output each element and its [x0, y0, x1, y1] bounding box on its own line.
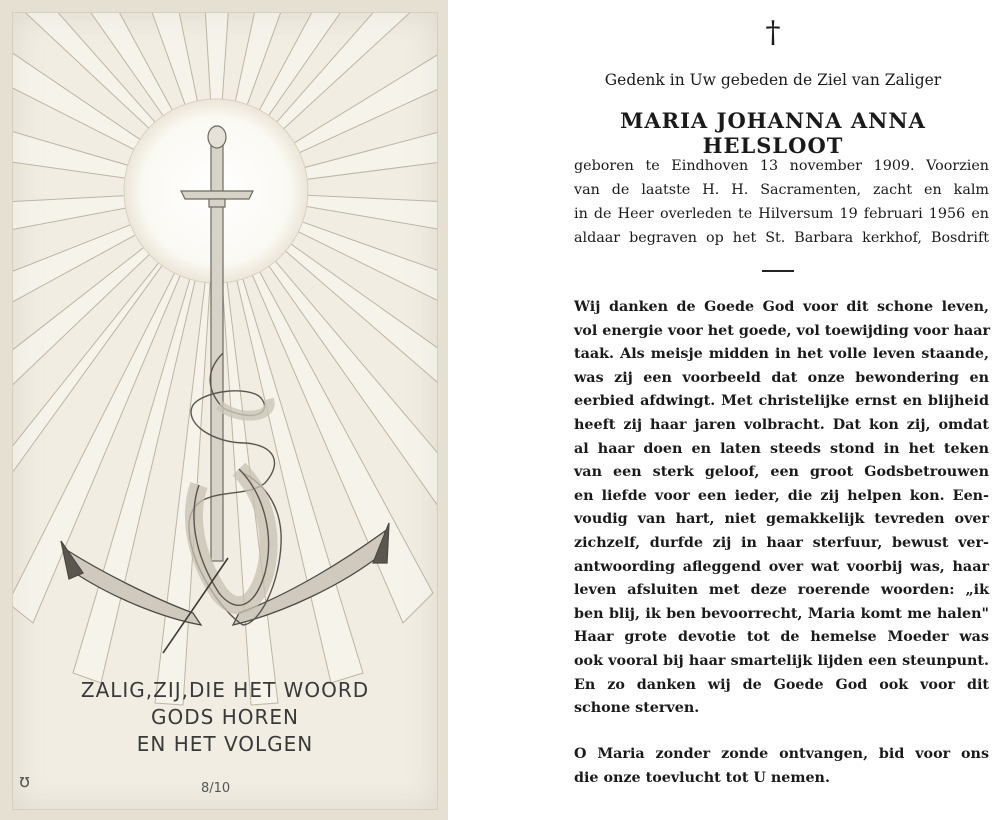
prayer-line: die onze toevlucht tot U nemen. [574, 769, 830, 786]
tribute-line: Haar grote devotie tot de hemelse Moeder was [574, 629, 989, 646]
closing-prayer [574, 743, 989, 790]
prayer-card-text [548, 0, 998, 820]
tribute-line: ben blij, ik ben bevoorrecht, Maria komt me halen" [574, 605, 989, 622]
card-illustration-panel [12, 12, 438, 810]
tribute-paragraph [574, 296, 989, 721]
artist-monogram: ʊ [19, 771, 31, 792]
invocation-heading: Gedenk in Uw gebeden de Ziel van Zaliger [604, 71, 942, 89]
deceased-name: MARIA JOHANNA ANNA HELSLOOT [620, 108, 926, 158]
card-number: 8/10 [201, 781, 231, 796]
tribute-line: ook vooral bij haar smartelijk lijden een steunpunt. [574, 652, 989, 669]
tribute-line: al haar doen en laten steeds stond in het teken [574, 440, 989, 457]
bio-line: geboren te Eindhoven 13 november 1909. Voorzien [574, 158, 989, 174]
tribute-line: schone sterven. [574, 700, 700, 717]
tribute-line: was zij een voorbeeld dat onze bewondering en [574, 369, 989, 386]
tribute-line: zichzelf, durfde zij in haar sterfuur, bewust ver- [574, 534, 989, 551]
motto-line-2: GODS HOREN [151, 705, 299, 729]
tribute-line: en liefde voor een ieder, die zij helpen kon. Een- [574, 487, 989, 504]
tribute-line: voudig van hart, niet gemakkelijk tevreden over [574, 511, 989, 528]
section-divider [762, 270, 794, 272]
tribute-line: leven afsluiten met deze roerende woorden: „ik [574, 582, 989, 599]
bio-line: in de Heer overleden te Hilversum 19 februari 1956 en [574, 206, 989, 222]
tribute-line: Wij danken de Goede God voor dit schone leven, [574, 299, 989, 315]
cross-icon: † [765, 15, 781, 50]
bio-line: aldaar begraven op het St. Barbara kerkhof, Bosdrift [574, 230, 989, 246]
prayer-line: O Maria zonder zonde ontvangen, bid voor ons [574, 746, 989, 762]
prayer-card-front [0, 0, 448, 820]
tribute-line: antwoording afleggend over wat voorbij was, haar [574, 558, 989, 575]
tribute-line: taak. Als meisje midden in het volle leven staande, [574, 346, 989, 363]
tribute-line: heeft zij haar jaren volbracht. Dat kon zij, omdat [574, 416, 989, 433]
tribute-line: eerbied afdwingt. Met christelijke ernst en blijheid [574, 393, 989, 410]
tribute-line: vol energie voor het goede, vol toewijding voor haar [574, 322, 991, 339]
motto-line-1: ZALIG,ZIJ,DIE HET WOORD [80, 678, 370, 702]
biography-paragraph [574, 154, 989, 250]
bio-line: van de laatste H. H. Sacramenten, zacht en kalm [574, 182, 989, 198]
tribute-line: van een sterk geloof, een groot Godsbetrouwen [574, 464, 989, 481]
tribute-line: En zo danken wij de Goede God ook voor dit [574, 676, 989, 693]
motto-line-3: EN HET VOLGEN [136, 732, 314, 756]
